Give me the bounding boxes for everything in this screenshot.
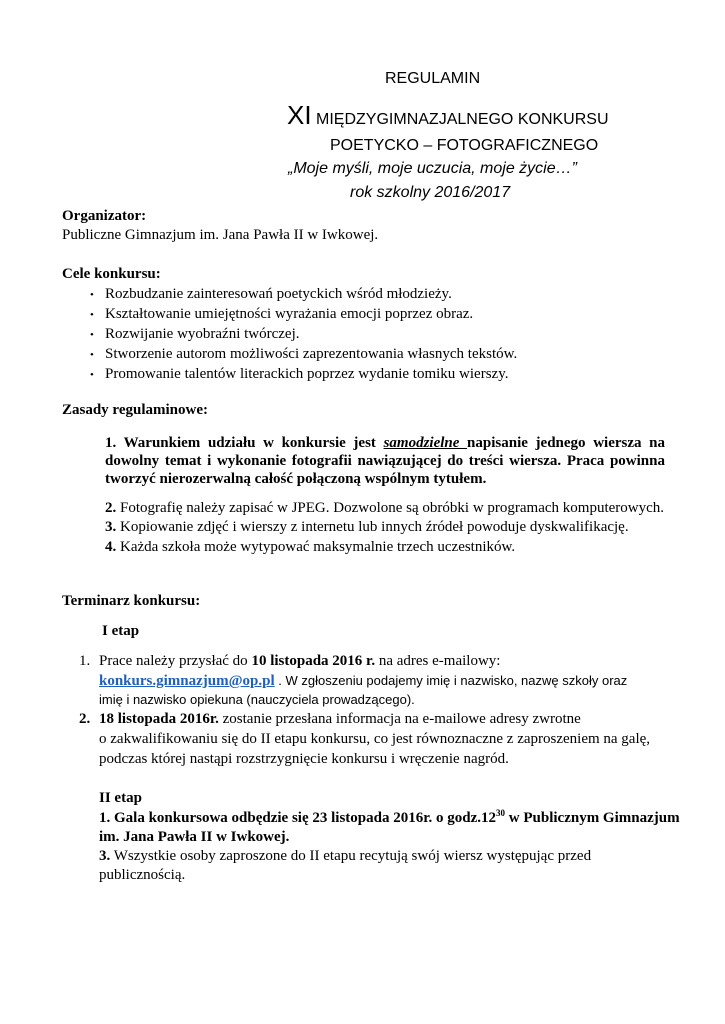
stage-1-item-2-text-a: zostanie przesłana informacja na e-mailowe adresy zwrotne — [218, 711, 581, 727]
rule-1-text-b: napisanie jednego wiersza na — [467, 435, 665, 451]
stage-2-item-3-text-a: Wszystkie osoby zaproszone do II etapu recytują swój wiersz występując przed — [110, 848, 592, 864]
rule-2-text: Fotografię należy zapisać w JPEG. Dozwolone są obróbki w programach komputerowych. — [116, 500, 665, 516]
doc-title: REGULAMIN — [385, 70, 481, 87]
contest-motto: „Moje myśli, moje uczucia, moje życie…” — [288, 160, 577, 177]
edition-number: XI — [287, 100, 312, 130]
stage-1-item-1-number: 1. — [79, 653, 91, 669]
organizer-heading: Organizator: — [62, 208, 147, 224]
stage-2-item-1-text-b: w Publicznym Gimnazjum — [505, 810, 680, 826]
goal-text: Stworzenie autorom możliwości zaprezentowania własnych tekstów. — [105, 346, 518, 362]
bullet-icon: • — [90, 309, 94, 321]
stage-2-item-1-text-a: 1. Gala konkursowa odbędzie się — [99, 810, 313, 826]
rule-1-line-3: tworzyć nierozerwalną całość połączoną wspólnym tytułem. — [105, 471, 487, 487]
rule-2-number: 2. — [105, 500, 117, 516]
stage-1-deadline: 10 listopada 2016 r. — [251, 653, 376, 669]
contest-email-link[interactable]: konkurs.gimnazjum@op.pl — [99, 673, 275, 689]
gala-minutes: 30 — [496, 808, 506, 818]
stage-1-item-1-line-1 — [99, 653, 500, 670]
stage-2-item-3-line-2: publicznością. — [99, 867, 186, 883]
rule-3-number: 3. — [105, 519, 117, 535]
goals-heading: Cele konkursu: — [62, 266, 161, 282]
contest-name — [287, 100, 609, 131]
rule-4-number: 4. — [105, 539, 117, 555]
goal-text: Promowanie talentów literackich poprzez wydanie tomiku wierszy. — [105, 366, 509, 382]
bullet-icon: • — [90, 349, 94, 361]
stage-1-item-2-line-3: podczas której nastąpi rozstrzygnięcie konkursu i wręczenie nagród. — [99, 751, 509, 767]
rule-1-line-1 — [105, 435, 665, 452]
goal-text: Rozbudzanie zainteresowań poetyckich wśród młodzieży. — [105, 286, 452, 302]
stage-1-item-1-text-c: . W zgłoszeniu podajemy imię i nazwisko, nazwę szkoły oraz — [274, 673, 628, 688]
stage-2-item-3-number: 3. — [99, 848, 111, 864]
rule-4 — [105, 539, 515, 556]
stage-1-item-2-line-1 — [99, 711, 581, 728]
goal-text: Kształtowanie umiejętności wyrażania emocji poprzez obraz. — [105, 306, 474, 322]
stage-1-item-2-line-2: o zakwalifikowaniu się do II etapu konkursu, co jest równoznaczne z zaproszeniem na galę, — [99, 731, 651, 747]
schedule-heading: Terminarz konkursu: — [62, 593, 201, 609]
contest-type: POETYCKO – FOTOGRAFICZNEGO — [330, 137, 599, 154]
rule-2 — [105, 500, 664, 517]
stage-1-item-1-line-2 — [99, 673, 627, 690]
rules-heading: Zasady regulaminowe: — [62, 402, 208, 418]
contest-name-text: MIĘDZYGIMNAZJALNEGO KONKURSU — [311, 111, 609, 128]
stage-1-item-1-text-b: na adres e-mailowy: — [375, 653, 501, 669]
rule-3-text: Kopiowanie zdjęć i wierszy z internetu lub innych źródeł powoduje dyskwalifikację. — [116, 519, 629, 535]
stage-2-item-1-line-2: im. Jana Pawła II w Iwkowej. — [99, 829, 290, 845]
rule-1-emphasis: samodzielne — [383, 435, 468, 451]
rule-1-line-2: dowolny temat i wykonanie fotografii nawiązującej do treści wiersza. Praca powinna — [105, 453, 665, 469]
stage-2-title: II etap — [99, 790, 142, 806]
stage-1-notification-date: 18 listopada 2016r. — [99, 711, 219, 727]
stage-1-title: I etap — [102, 623, 140, 639]
bullet-icon: • — [90, 289, 94, 301]
stage-2-item-3-line-1 — [99, 848, 591, 865]
goal-text: Rozwijanie wyobraźni twórczej. — [105, 326, 300, 342]
stage-1-item-1-line-3: imię i nazwisko opiekuna (nauczyciela prowadzącego). — [99, 692, 415, 707]
rule-3 — [105, 519, 629, 536]
stage-1-item-2-number: 2. — [79, 711, 91, 727]
school-year: rok szkolny 2016/2017 — [350, 184, 511, 201]
bullet-icon: • — [90, 369, 94, 381]
stage-2-item-1-line-1 — [99, 810, 680, 827]
stage-1-item-1-text-a: Prace należy przysłać do — [99, 653, 252, 669]
bullet-icon: • — [90, 329, 94, 341]
gala-date: 23 listopada 2016r. o godz.12 — [312, 810, 497, 826]
rule-1-text-a: 1. Warunkiem udziału w konkursie jest — [105, 435, 384, 451]
organizer-text: Publiczne Gimnazjum im. Jana Pawła II w Iwkowej. — [62, 227, 379, 243]
rule-4-text: Każda szkoła może wytypować maksymalnie trzech uczestników. — [116, 539, 516, 555]
